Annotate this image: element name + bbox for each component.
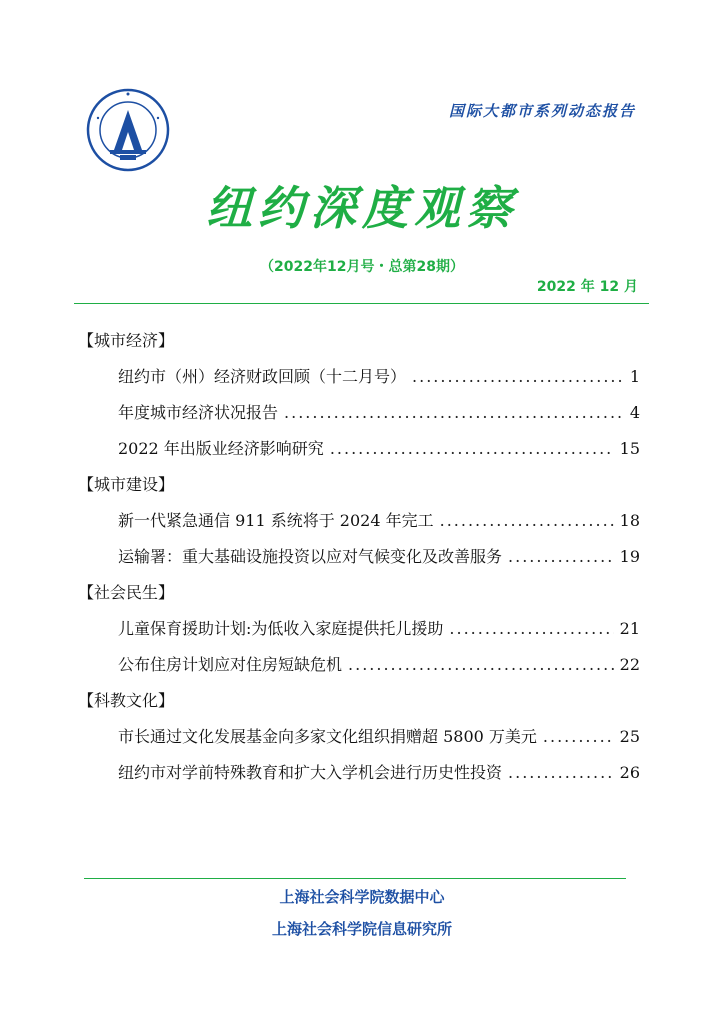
academy-logo bbox=[86, 88, 170, 172]
toc-entry-page: 25 bbox=[619, 727, 640, 746]
toc-entry-page: 15 bbox=[619, 439, 640, 458]
toc-entry-page: 21 bbox=[619, 619, 640, 638]
toc-section-heading: 【科教文化】 bbox=[78, 691, 175, 710]
toc-leader-dots bbox=[348, 650, 614, 680]
toc-section-heading: 【城市经济】 bbox=[78, 331, 175, 350]
toc-entry-page: 1 bbox=[629, 367, 640, 386]
toc-entry[interactable] bbox=[78, 758, 640, 794]
publication-title: 纽约深度观察 bbox=[206, 181, 518, 235]
footer-publisher-2: 上海社会科学院信息研究所 bbox=[271, 920, 452, 938]
toc-entry[interactable] bbox=[78, 650, 640, 686]
toc-leader-dots bbox=[412, 362, 624, 392]
toc-entry-title: 公布住房计划应对住房短缺危机 bbox=[118, 655, 343, 674]
toc-entry-title: 2022 年出版业经济影响研究 bbox=[118, 439, 324, 458]
toc-entry-title: 运输署：重大基础设施投资以应对气候变化及改善服务 bbox=[118, 547, 503, 566]
toc-entry-page: 26 bbox=[619, 763, 640, 782]
toc-entry[interactable] bbox=[78, 362, 640, 398]
toc-entry-title: 纽约市对学前特殊教育和扩大入学机会进行历史性投资 bbox=[118, 763, 503, 782]
issue-date: 2022 年 12 月 bbox=[536, 279, 638, 295]
toc-leader-dots bbox=[508, 758, 614, 788]
toc-entry-page: 18 bbox=[619, 511, 640, 530]
toc-leader-dots bbox=[330, 434, 614, 464]
toc-entry[interactable] bbox=[78, 542, 640, 578]
toc-entry-title: 新一代紧急通信 911 系统将于 2024 年完工 bbox=[118, 511, 434, 530]
toc-entry-title: 市长通过文化发展基金向多家文化组织捐赠超 5800 万美元 bbox=[118, 727, 537, 746]
series-name: 国际大都市系列动态报告 bbox=[448, 102, 636, 120]
toc-leader-dots bbox=[440, 506, 614, 536]
toc-entry[interactable] bbox=[78, 434, 640, 470]
toc-leader-dots bbox=[543, 722, 614, 752]
toc-entry[interactable] bbox=[78, 614, 640, 650]
toc-entry-page: 22 bbox=[619, 655, 640, 674]
toc-section-heading: 【社会民生】 bbox=[78, 583, 175, 602]
toc-entry-page: 4 bbox=[629, 403, 640, 422]
toc-leader-dots bbox=[449, 614, 613, 644]
toc-entry[interactable] bbox=[78, 506, 640, 542]
toc-entry-title: 儿童保育援助计划:为低收入家庭提供托儿援助 bbox=[118, 619, 444, 638]
toc-entry-page: 19 bbox=[619, 547, 640, 566]
toc-entry-title: 纽约市（州）经济财政回顾（十二月号） bbox=[118, 367, 407, 386]
toc-leader-dots bbox=[508, 542, 614, 572]
issue-number: （2022年12月号・总第28期） bbox=[260, 259, 464, 275]
toc-section-heading: 【城市建设】 bbox=[78, 475, 175, 494]
bottom-divider bbox=[84, 878, 626, 879]
toc-entry[interactable] bbox=[78, 398, 640, 434]
toc-entry-title: 年度城市经济状况报告 bbox=[118, 403, 279, 422]
table-of-contents bbox=[78, 326, 640, 794]
toc-leader-dots bbox=[284, 398, 624, 428]
footer-publisher-1: 上海社会科学院数据中心 bbox=[279, 888, 445, 906]
top-divider bbox=[74, 303, 649, 304]
toc-entry[interactable] bbox=[78, 722, 640, 758]
